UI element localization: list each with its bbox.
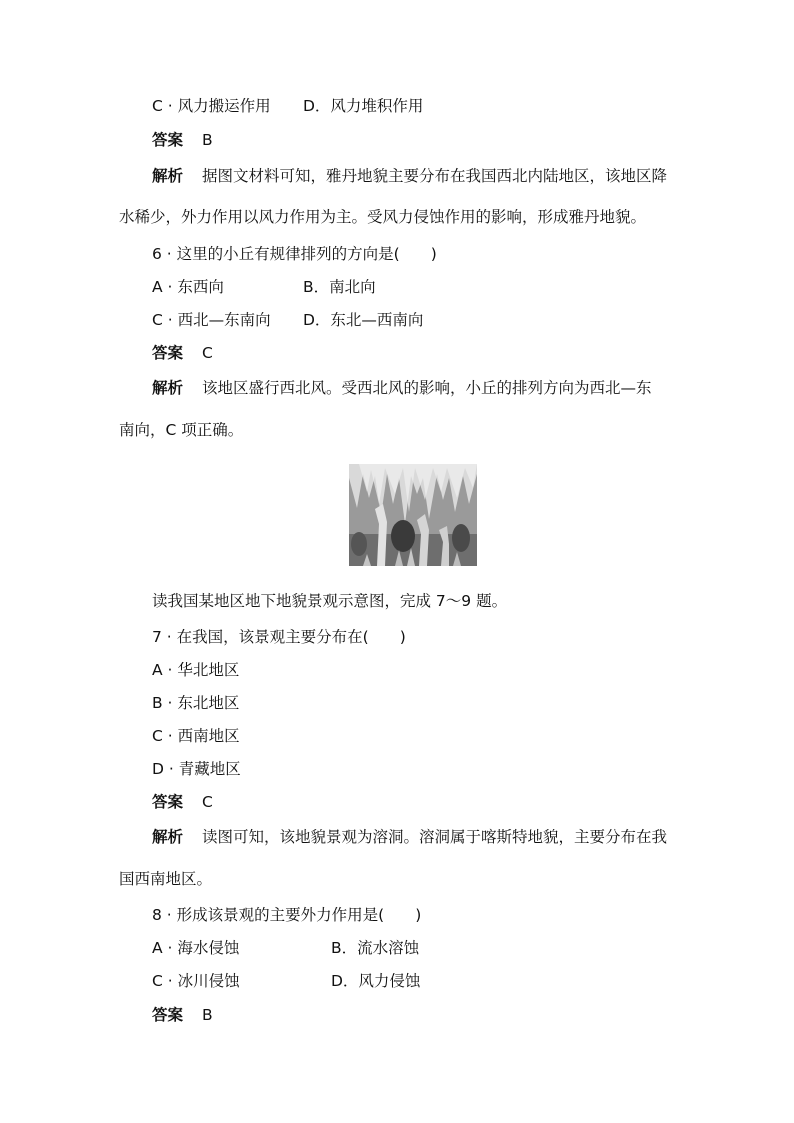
q8-option-a: A · 海水侵蚀 <box>152 939 240 957</box>
q7-stem: 7 · 在我国，该景观主要分布在( ) <box>152 628 406 646</box>
analysis-text: 该地区盛行西北风。受西北风的影响，小丘的排列方向为西北—东 <box>201 379 652 397</box>
cave-photo <box>349 464 477 566</box>
stalactite-cave-image <box>349 464 477 566</box>
q7-9-intro: 读我国某地区地下地貌景观示意图，完成 7～9 题。 <box>152 592 508 610</box>
answer-value: B <box>201 1006 213 1024</box>
answer-label: 答案 <box>152 131 184 149</box>
q5-analysis-line-2: 水稀少，外力作用以风力作用为主。受风力侵蚀作用的影响，形成雅丹地貌。 <box>119 208 647 226</box>
q5-analysis-line-1 <box>152 166 667 186</box>
q8-answer <box>152 1005 213 1025</box>
q6-answer <box>152 343 213 363</box>
q7-analysis-line-2: 国西南地区。 <box>119 870 213 888</box>
answer-label: 答案 <box>152 1006 184 1024</box>
analysis-text: 据图文材料可知，雅丹地貌主要分布在我国西北内陆地区，该地区降 <box>201 167 667 185</box>
q6-stem: 6 · 这里的小丘有规律排列的方向是( ) <box>152 245 437 263</box>
q6-option-d: D．东北—西南向 <box>303 311 424 329</box>
q5-option-c: C · 风力搬运作用 <box>152 97 271 115</box>
answer-value: B <box>201 131 213 149</box>
q7-option-c: C · 西南地区 <box>152 727 240 745</box>
analysis-label: 解析 <box>152 828 184 846</box>
answer-label: 答案 <box>152 793 184 811</box>
answer-label: 答案 <box>152 344 184 362</box>
q7-answer <box>152 792 213 812</box>
q6-analysis-line-2: 南向，C 项正确。 <box>119 421 244 439</box>
q7-option-b: B · 东北地区 <box>152 694 240 712</box>
q6-option-a: A · 东西向 <box>152 278 224 296</box>
q8-option-c: C · 冰川侵蚀 <box>152 972 240 990</box>
q6-option-c: C · 西北—东南向 <box>152 311 271 329</box>
q5-option-d: D．风力堆积作用 <box>303 97 424 115</box>
q5-answer <box>152 130 213 150</box>
answer-value: C <box>201 344 213 362</box>
q7-option-d: D · 青藏地区 <box>152 760 241 778</box>
q8-option-d: D．风力侵蚀 <box>331 972 421 990</box>
answer-value: C <box>201 793 213 811</box>
analysis-text: 读图可知，该地貌景观为溶洞。溶洞属于喀斯特地貌，主要分布在我 <box>201 828 667 846</box>
q6-option-b: B．南北向 <box>303 278 376 296</box>
q8-stem: 8 · 形成该景观的主要外力作用是( ) <box>152 906 422 924</box>
analysis-label: 解析 <box>152 379 184 397</box>
q6-analysis-line-1 <box>152 378 651 398</box>
q8-option-b: B．流水溶蚀 <box>331 939 420 957</box>
analysis-label: 解析 <box>152 167 184 185</box>
q7-analysis-line-1 <box>152 827 667 847</box>
q7-option-a: A · 华北地区 <box>152 661 240 679</box>
